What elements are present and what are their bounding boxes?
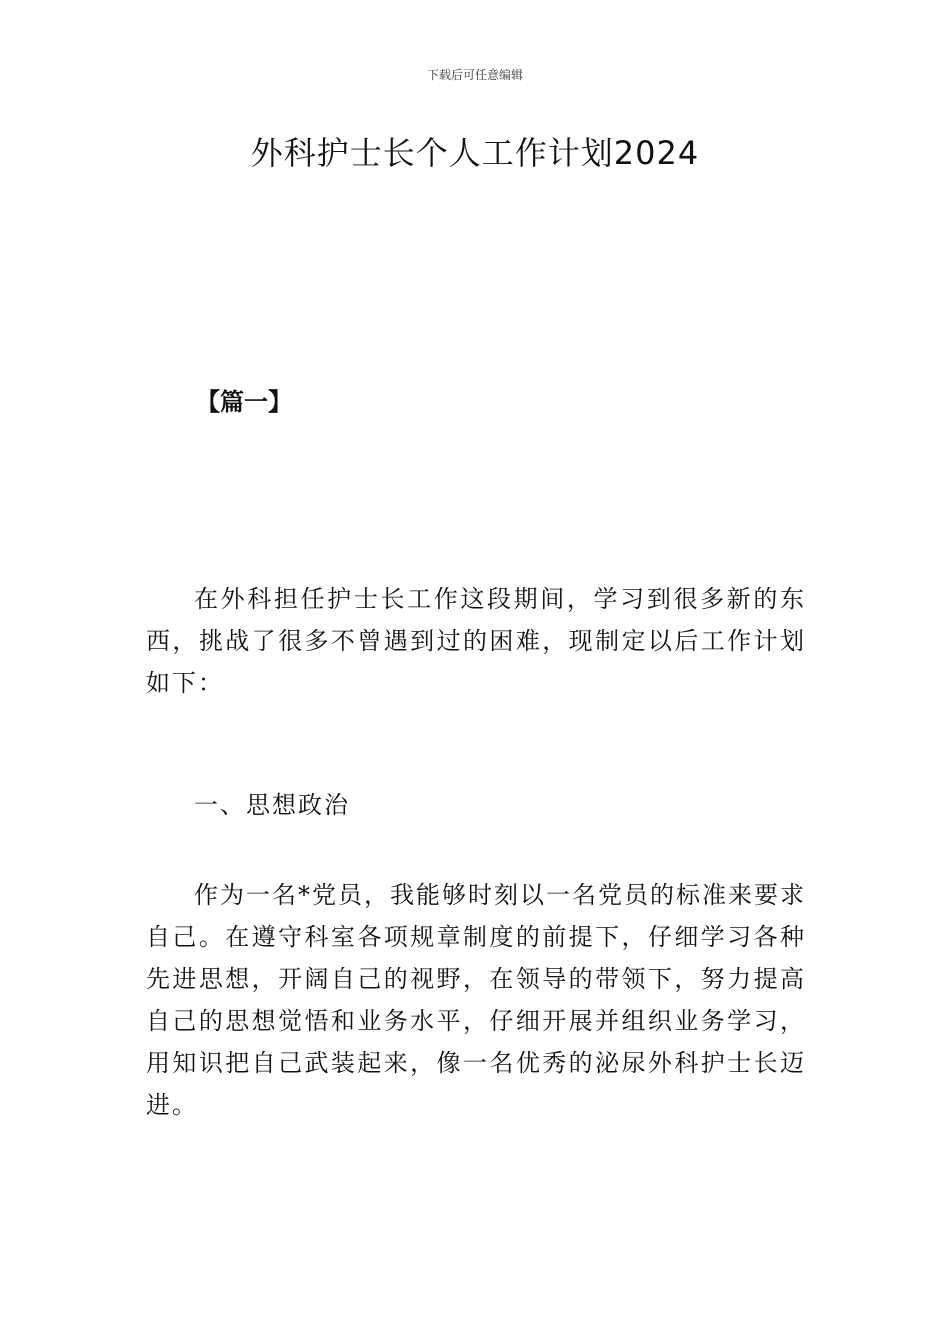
document-title: 外科护士长个人工作计划2024 (250, 134, 700, 172)
intro-paragraph: 在外科担任护士长工作这段期间，学习到很多新的东西，挑战了很多不曾遇到过的困难，现制定以后工作计划如下： (146, 585, 806, 697)
section-label: 【篇一】 (196, 388, 292, 416)
section-heading-politics: 一、思想政治 (194, 791, 350, 819)
header-note: 下载后可任意编辑 (426, 68, 523, 82)
politics-paragraph: 作为一名*党员，我能够时刻以一名党员的标准来要求自己。在遵守科室各项规章制度的前提下，仔细学习各种先进思想，开阔自己的视野，在领导的带领下，努力提高自己的思想觉悟和业务水平，仔细开展并组织业务学习，用知识把自己武装起来，像一名优秀的泌尿外科护士长迈进。 (146, 881, 806, 1119)
